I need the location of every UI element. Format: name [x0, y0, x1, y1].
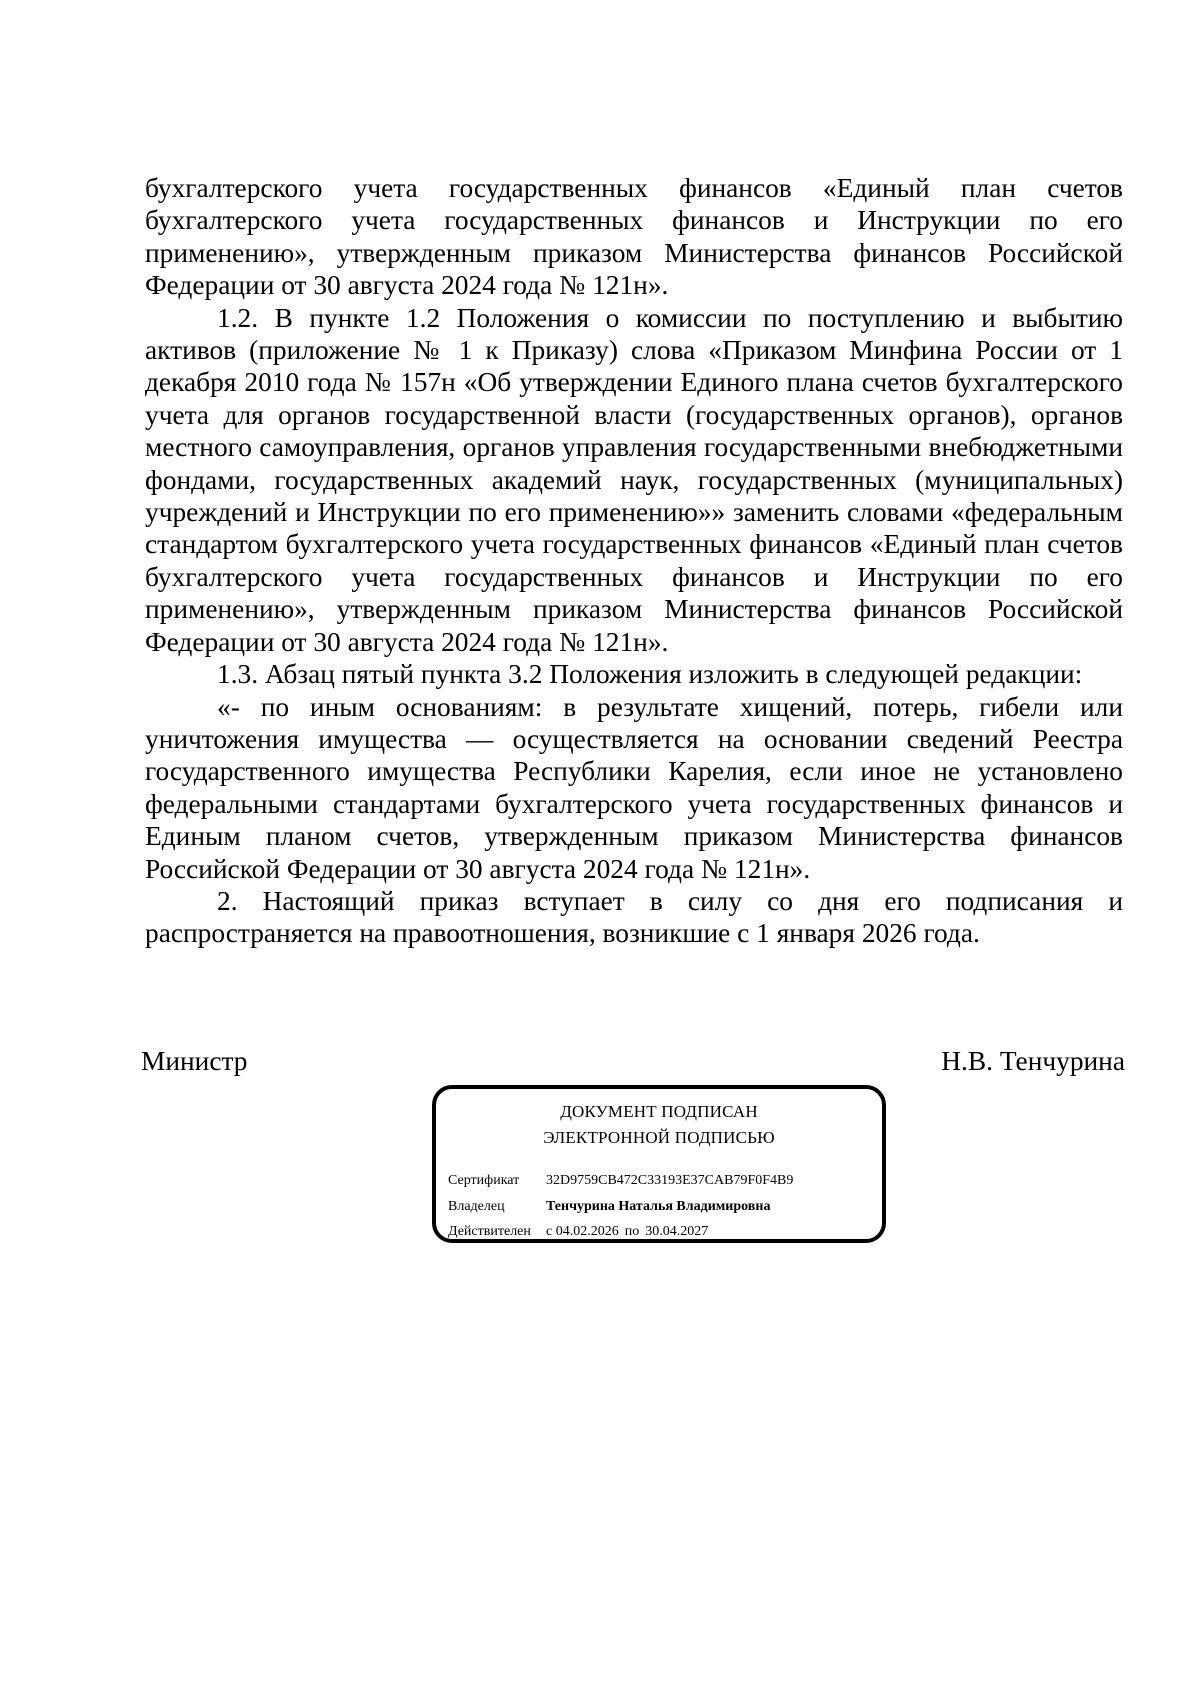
valid-label: Действителен — [448, 1224, 531, 1239]
stamp-certificate-row — [448, 1171, 793, 1191]
valid-to-date: 30.04.2027 — [645, 1224, 709, 1239]
stamp-owner-row — [448, 1197, 770, 1217]
stamp-validity-row — [448, 1222, 708, 1242]
stamp-title — [436, 1099, 882, 1151]
owner-value: Тенчурина Наталья Владимировна — [546, 1199, 771, 1214]
document-body — [145, 172, 1123, 950]
paragraph-continuation: бухгалтерского учета государственных финансов «Единый план счетов бухгалтерского учета государственных финансов и Инструкции по его применению», утвержденным приказом Министерства финансов Российской Федерации от 30 августа 2024 года № 121н». — [145, 173, 1123, 301]
owner-label: Владелец — [448, 1199, 505, 1214]
signature-line — [141, 1044, 1125, 1078]
paragraph-1-3: 1.3. Абзац пятый пункта 3.2 Положения изложить в следующей редакции: — [217, 659, 1083, 690]
signatory-name: Н.В. Тенчурина — [941, 1046, 1125, 1076]
valid-from-date: 04.02.2026 — [555, 1224, 619, 1239]
electronic-signature-stamp — [432, 1085, 886, 1243]
certificate-value: 32D9759CB472C33193E37CAB79F0F4B9 — [546, 1173, 794, 1188]
stamp-title-line-2: ЭЛЕКТРОННОЙ ПОДПИСЬЮ — [543, 1128, 775, 1147]
paragraph-1-2: 1.2. В пункте 1.2 Положения о комиссии по поступлению и выбытию активов (приложение № 1 к Приказу) слова «Приказом Минфина России от 1 декабря 2010 года № 157н «Об утверждении Единого плана счетов бухгалтерского учета для органов государственной власти (государственных органов), органов местного самоуправления, органов управления государственными внебюджетными фондами, государственных академий наук, государственных (муниципальных) учреждений и Инструкции по его применению»» заменить словами «федеральным стандартом бухгалтерского учета государственных финансов «Единый план счетов бухгалтерского учета государственных финансов и Инструкции по его применению», утвержденным приказом Министерства финансов Российской Федерации от 30 августа 2024 года № 121н». — [145, 302, 1123, 657]
paragraph-2: 2. Настоящий приказ вступает в силу со дня его подписания и распространяется на правоотношения, возникшие с 1 января 2026 года. — [145, 885, 1123, 949]
valid-from-prefix: с — [546, 1224, 553, 1239]
signatory-position: Министр — [141, 1046, 248, 1076]
valid-to-prefix: по — [624, 1224, 640, 1239]
paragraph-quoted-amendment: «- по иным основаниям: в результате хищений, потерь, гибели или уничтожения имущества — осуществляется на основании сведений Реестра государственного имущества Республики Карелия, если иное не установлено федеральными стандартами бухгалтерского учета государственных финансов и Единым планом счетов, утвержденным приказом Министерства финансов Российской Федерации от 30 августа 2024 года № 121н». — [145, 691, 1123, 884]
certificate-label: Сертификат — [448, 1173, 520, 1188]
stamp-title-line-1: ДОКУМЕНТ ПОДПИСАН — [560, 1102, 758, 1121]
